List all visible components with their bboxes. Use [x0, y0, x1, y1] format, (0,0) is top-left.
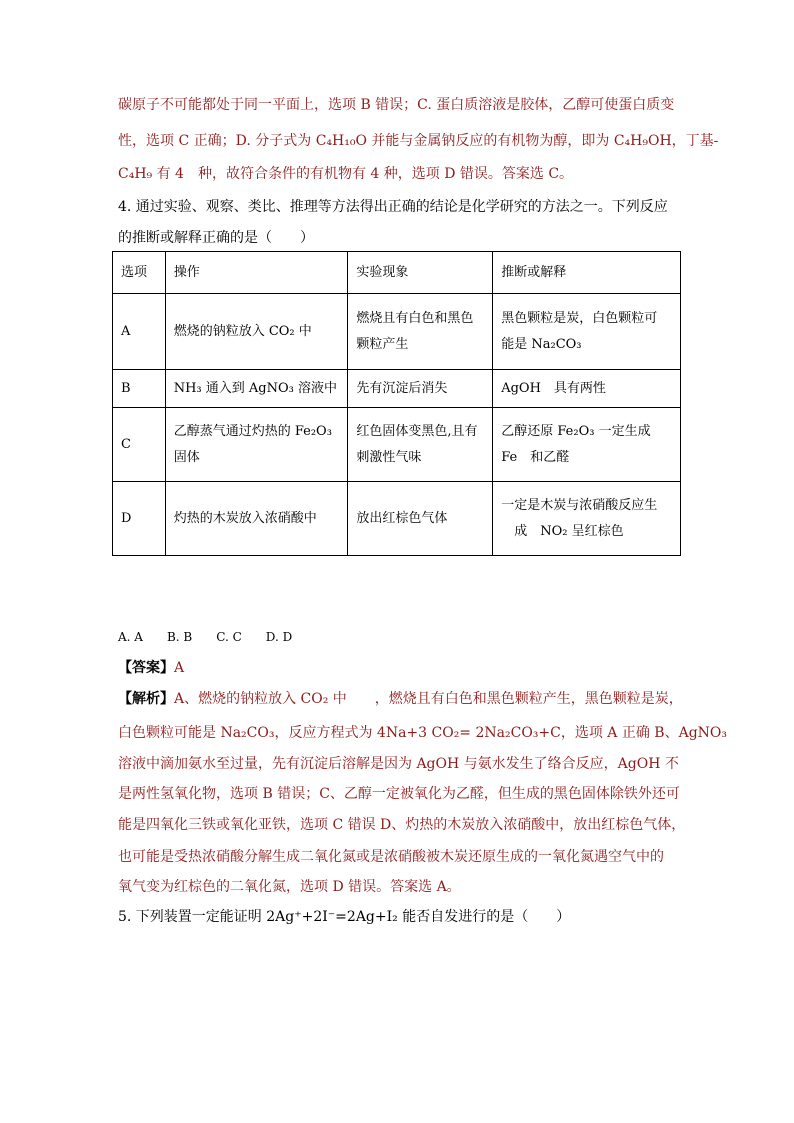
header-option: 选项	[113, 252, 166, 294]
cell-option: B	[113, 370, 166, 408]
header-explanation: 推断或解释	[493, 252, 681, 294]
cell-text-line: 成 NO₂ 呈红棕色	[501, 523, 624, 539]
cell-text-line: 黑色颗粒是炭，白色颗粒可	[501, 310, 658, 326]
q4-stem-line: 的推断或解释正确的是（ ）	[118, 230, 314, 246]
answer-choices: A. A B. B C. C D. D	[118, 630, 293, 644]
table-row	[113, 294, 681, 370]
table-header-row	[113, 252, 681, 294]
prev-analysis-line: C₄H₉ 有 4 种，故符合条件的有机物有 4 种，选项 D 错误。答案选 C。	[118, 166, 574, 182]
analysis-line: 是两性氢氧化物，选项 B 错误；C、乙醇一定被氧化为乙醛，但生成的黑色固体除铁外还可	[118, 786, 680, 802]
answer-value: A	[174, 660, 185, 676]
cell-text-line: 刺激性气味	[356, 449, 422, 465]
cell-explanation	[493, 482, 681, 556]
cell-operation	[165, 408, 348, 482]
options-table	[112, 251, 681, 556]
cell-option: D	[113, 482, 166, 556]
cell-text-line: 燃烧且有白色和黑色	[356, 310, 474, 326]
analysis-line	[118, 690, 683, 708]
q4-stem-line: 4. 通过实验、观察、类比、推理等方法得出正确的结论是化学研究的方法之一。下列反应	[118, 199, 668, 215]
cell-option: A	[113, 294, 166, 370]
answer-line	[118, 659, 184, 677]
cell-text-line: 乙醇蒸气通过灼热的 Fe₂O₃	[173, 423, 332, 439]
cell-phenomenon	[348, 408, 493, 482]
cell-option: C	[113, 408, 166, 482]
q5-stem: 5. 下列装置一定能证明 2Ag⁺+2I⁻=2Ag+I₂ 能否自发进行的是（ ）	[118, 909, 571, 925]
cell-explanation: AgOH 具有两性	[493, 370, 681, 408]
cell-text-line: 一定是木炭与浓硝酸反应生	[501, 497, 658, 513]
prev-analysis-line: 碳原子不可能都处于同一平面上，选项 B 错误；C. 蛋白质溶液是胶体，乙醇可使蛋白质变	[118, 97, 675, 113]
analysis-line: 白色颗粒可能是 Na₂CO₃，反应方程式为 4Na+3 CO₂= 2Na₂CO₃+C，选项 A 正确 B、AgNO₃	[118, 725, 728, 741]
cell-explanation	[493, 408, 681, 482]
prev-analysis-line: 性，选项 C 正确；D. 分子式为 C₄H₁₀O 并能与金属钠反应的有机物为醇，即为 C₄H₉OH，丁基-	[118, 133, 719, 149]
cell-phenomenon: 放出红棕色气体	[348, 482, 493, 556]
table-row	[113, 482, 681, 556]
analysis-line: 氧气变为红棕色的二氧化氮，选项 D 错误。答案选 A。	[118, 879, 461, 895]
cell-text-line: 能是 Na₂CO₃	[501, 336, 582, 352]
analysis-line: 能是四氧化三铁或氧化亚铁，选项 C 错误 D、灼热的木炭放入浓硝酸中，放出红棕色气体，	[118, 817, 686, 833]
analysis-label: 【解析】	[118, 691, 174, 707]
cell-text-line: 固体	[173, 449, 200, 465]
cell-operation: 燃烧的钠粒放入 CO₂ 中	[165, 294, 348, 370]
cell-text-line: Fe 和乙醛	[501, 449, 570, 465]
table-row	[113, 370, 681, 408]
header-operation: 操作	[165, 252, 348, 294]
cell-text-line: 红色固体变黑色,且有	[356, 423, 478, 439]
cell-phenomenon: 先有沉淀后消失	[348, 370, 493, 408]
table-row	[113, 408, 681, 482]
cell-explanation	[493, 294, 681, 370]
analysis-text: A、燃烧的钠粒放入 CO₂ 中 ，燃烧且有白色和黑色颗粒产生，黑色颗粒是炭，	[174, 691, 683, 707]
analysis-line: 溶液中滴加氨水至过量，先有沉淀后溶解是因为 AgOH 与氨水发生了络合反应，AgOH 不	[118, 756, 679, 772]
cell-operation: 灼热的木炭放入浓硝酸中	[165, 482, 348, 556]
answer-label: 【答案】	[118, 660, 174, 676]
cell-text-line: 颗粒产生	[356, 336, 409, 352]
cell-text-line: 乙醇还原 Fe₂O₃ 一定生成	[501, 423, 651, 439]
header-phenomenon: 实验现象	[348, 252, 493, 294]
cell-phenomenon	[348, 294, 493, 370]
analysis-line: 也可能是受热浓硝酸分解生成二氧化氮或是浓硝酸被木炭还原生成的一氧化氮遇空气中的	[118, 849, 664, 865]
cell-operation: NH₃ 通入到 AgNO₃ 溶液中	[165, 370, 348, 408]
